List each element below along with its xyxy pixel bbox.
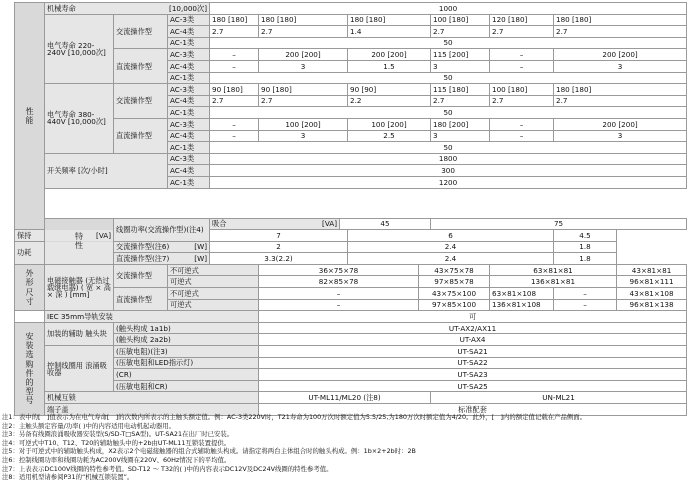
cell: –: [490, 130, 554, 142]
cell: 43×75×78: [419, 264, 490, 276]
cell: 1200: [210, 176, 687, 188]
cell: 200 [200]: [259, 49, 348, 61]
cell: 90 [180]: [210, 84, 259, 96]
cell: 2.7: [554, 95, 687, 107]
cell: 136×81×81: [490, 276, 617, 288]
option-desc: (压敏电阻)(注3): [114, 346, 259, 358]
cell: 45: [340, 218, 431, 230]
option-desc: (触头构成 2a2b): [114, 334, 259, 346]
option-desc: (CR): [114, 369, 259, 381]
cell: 1.5: [348, 60, 431, 72]
cell: 200 [200]: [554, 118, 687, 130]
elec-life-220-label: 电气寿命 220-240V [10,000次]: [45, 14, 114, 84]
cell: –: [490, 60, 554, 72]
cell: 3: [259, 130, 348, 142]
cell: 2.7: [554, 26, 687, 38]
switching-frequency-label: 开关频率 [次/小时]: [45, 153, 168, 188]
class-label: AC-3类: [168, 118, 210, 130]
class-label: AC-1类: [168, 37, 210, 49]
category-options: 安装选购件的型号: [15, 322, 45, 415]
coil-power-label: 线圈功率(交流操作型)(注4): [114, 218, 210, 241]
cell: 115 [180]: [431, 84, 490, 96]
cell: 120 [180]: [490, 14, 554, 26]
cell: 97×85×100: [419, 299, 490, 311]
cell: 1800: [210, 153, 687, 165]
elec-life-380-label: 电气寿命 380-440V [10,000次]: [45, 84, 114, 154]
cell: 43×81×81: [617, 264, 687, 276]
cell: 2.7: [259, 95, 348, 107]
footnote: 注6：控制线圈功率和线圈功耗为AC200V线圈在220V、60Hz情况下的平均值。: [2, 455, 231, 464]
footnote: 注5：对于可逆式中的辅助触头构成，X2表示2个电磁接触器的组合式辅助触头构成。请指定将两台主体组合时的触头构成。例：1b×2+2b时：2B: [2, 447, 416, 456]
cell: 180 [180]: [210, 14, 259, 26]
cell: –: [490, 118, 554, 130]
iec-rail-label: IEC 35mm导轨安装: [45, 311, 259, 323]
cell: 100 [200]: [259, 118, 348, 130]
cell: 2.7: [210, 95, 259, 107]
spec-table: [14, 2, 687, 416]
dc-op-type-label: 直流操作型: [114, 118, 168, 153]
cell: 50: [210, 142, 687, 154]
class-label: AC-4类: [168, 130, 210, 142]
ac-op-type-label: 交流操作型: [114, 14, 168, 49]
footnote: 注3：另备有线圈浪涌吸收器安装型(S/SD-T□SA型)。UT-SA21在出厂时已安装。: [2, 430, 234, 439]
class-label: AC-4类: [168, 165, 210, 177]
footnote: 注1：表中的[ ]值表示为在电气寿命[ ]的次数内所表示的主触头额定值。例：AC-3类220V时，T21寿命为100万次时额定值为5.5/25,为180万次时额定值为4/20。此外，[ ]内的额定值记载在产品侧面。: [2, 413, 587, 421]
dimensions-label: 电磁接触器 (无热过载继电器) ( 宽 × 高 × 深 ) [mm]: [45, 264, 114, 310]
mech-life-label: 机械寿命 [10,000次]: [45, 3, 210, 15]
cell: 3.3(2.2): [210, 253, 348, 265]
cell: UT-AX4: [259, 334, 687, 346]
cell: 82×85×78: [259, 276, 419, 288]
class-label: AC-1类: [168, 72, 210, 84]
cell: 3: [554, 60, 687, 72]
cell: 6: [348, 230, 554, 242]
class-label: AC-4类: [168, 95, 210, 107]
cell: 2.7: [431, 26, 490, 38]
class-label: 直流操作型(注7) [W]: [114, 253, 210, 265]
cell: 180 [180]: [348, 14, 431, 26]
cell: 180 [200]: [431, 118, 490, 130]
cell: –: [210, 49, 259, 61]
cell: 2.7: [259, 26, 348, 38]
cell: 1.8: [554, 253, 617, 265]
cell: 43×75×100: [419, 288, 490, 300]
dc-op-type-label: 直流操作型: [114, 288, 168, 311]
cell: UT-SA22: [259, 357, 687, 369]
cell: 75: [431, 218, 687, 230]
cell: 2.5: [348, 130, 431, 142]
class-label: AC-3类: [168, 49, 210, 61]
cell: 1.4: [348, 26, 431, 38]
cell: –: [210, 130, 259, 142]
cell: 4.5: [554, 230, 617, 242]
cell: 2.7: [490, 26, 554, 38]
cell: 标准配套: [259, 404, 687, 416]
dc-op-type-label: 直流操作型: [114, 49, 168, 84]
class-label: AC-3类: [168, 14, 210, 26]
cell: 2.7: [210, 26, 259, 38]
mech-life-value: 1000: [210, 3, 687, 15]
class-label: 保持 [VA]: [15, 230, 114, 242]
cell: 1.8: [554, 241, 617, 253]
class-label: AC-1类: [168, 142, 210, 154]
footnote: 注7：上表表示DC100V线圈的特性参考值。SD-T12 ～ T32的( )中的内容表示DC12V及DC24V线圈的特性参考值。: [2, 464, 333, 473]
class-label: AC-3类: [168, 153, 210, 165]
category-performance: 性能: [15, 3, 45, 230]
mech-interlock-label: 机械互锁: [45, 392, 259, 404]
cell: 180 [180]: [554, 84, 687, 96]
cell: 90 [90]: [348, 84, 431, 96]
footnotes: [2, 413, 690, 482]
cell: 180 [180]: [554, 14, 687, 26]
cell: 2: [210, 241, 348, 253]
category-dimensions: 外形尺寸: [15, 264, 45, 310]
cell: UT-ML11/ML20 (注8): [259, 392, 431, 404]
class-label: 吸合 [VA]: [210, 218, 340, 230]
cell: –: [554, 288, 617, 300]
cell: 43×81×108: [617, 288, 687, 300]
cell: –: [210, 118, 259, 130]
cell: 180 [180]: [259, 14, 348, 26]
cell: 2.7: [431, 95, 490, 107]
class-label: AC-4类: [168, 26, 210, 38]
power-consumption-label: 功耗: [15, 241, 114, 264]
cell: 63×81×81: [490, 264, 617, 276]
ac-op-type-label: 交流操作型: [114, 264, 168, 287]
cell: 97×85×78: [419, 276, 490, 288]
cell: UN-ML21: [431, 392, 687, 404]
cell: 96×81×111: [617, 276, 687, 288]
cell: 36×75×78: [259, 264, 419, 276]
terminal-cover-label: 端子盖: [45, 404, 259, 416]
class-label: AC-1类: [168, 176, 210, 188]
cell: –: [210, 60, 259, 72]
footnote: 注2：主触头额定容量/功率( )中的内容适用电动机起动器用。: [2, 421, 176, 430]
cell: 7: [210, 230, 348, 242]
cell: 50: [210, 37, 687, 49]
aux-contact-label: 加装的辅助 触头块: [45, 322, 114, 345]
cell: 100 [200]: [348, 118, 431, 130]
class-label: 交流操作型(注6) [W]: [114, 241, 210, 253]
cell: 63×81×108: [490, 288, 554, 300]
class-label: AC-1类: [168, 107, 210, 119]
cell: 3: [259, 60, 348, 72]
ac-op-type-label: 交流操作型: [114, 84, 168, 119]
cell: 300: [210, 165, 687, 177]
cell: 50: [210, 72, 687, 84]
cell: 200 [200]: [348, 49, 431, 61]
cell: 136×81×108: [490, 299, 554, 311]
cell: UT-SA21: [259, 346, 687, 358]
cell: –: [490, 49, 554, 61]
cell: 3: [431, 60, 490, 72]
cell: 2.4: [348, 253, 554, 265]
class-label: 可逆式: [168, 276, 259, 288]
cell: –: [259, 299, 419, 311]
surge-absorber-label: 控制线圈用 浪涌吸收器: [45, 346, 114, 392]
cell: 96×81×138: [617, 299, 687, 311]
cell: 100 [180]: [431, 14, 490, 26]
class-label: 不可逆式: [168, 264, 259, 276]
cell: 100 [180]: [490, 84, 554, 96]
cell: 90 [180]: [259, 84, 348, 96]
cell: –: [259, 288, 419, 300]
class-label: 可逆式: [168, 299, 259, 311]
cell: 50: [210, 107, 687, 119]
option-desc: (压敏电阻和CR): [114, 380, 259, 392]
footnote: 注4：可逆式中T10、T12、T20的辅助触头中的+2b由UT-ML11互锁装置提供。: [2, 438, 231, 447]
cell: 3: [431, 130, 490, 142]
empty-cell: [15, 311, 45, 323]
footnote: 注8：适用机型请参阅P31的“机械互锁装置”。: [2, 473, 134, 482]
category-characteristics: 特性: [45, 218, 114, 264]
cell: 115 [200]: [431, 49, 490, 61]
cell: –: [554, 299, 617, 311]
cell: 2.7: [490, 95, 554, 107]
option-desc: (压敏电阻和LED指示灯): [114, 357, 259, 369]
cell: 2.4: [348, 241, 554, 253]
cell: UT-SA23: [259, 369, 687, 381]
cell: UT-AX2/AX11: [259, 322, 687, 334]
class-label: 不可逆式: [168, 288, 259, 300]
cell: 3: [554, 130, 687, 142]
cell: UT-SA25: [259, 380, 687, 392]
class-label: AC-4类: [168, 60, 210, 72]
option-desc: (触头构成 1a1b): [114, 322, 259, 334]
iec-rail-value: 可: [259, 311, 687, 323]
class-label: AC-3类: [168, 84, 210, 96]
cell: 200 [200]: [554, 49, 687, 61]
cell: 2.2: [348, 95, 431, 107]
